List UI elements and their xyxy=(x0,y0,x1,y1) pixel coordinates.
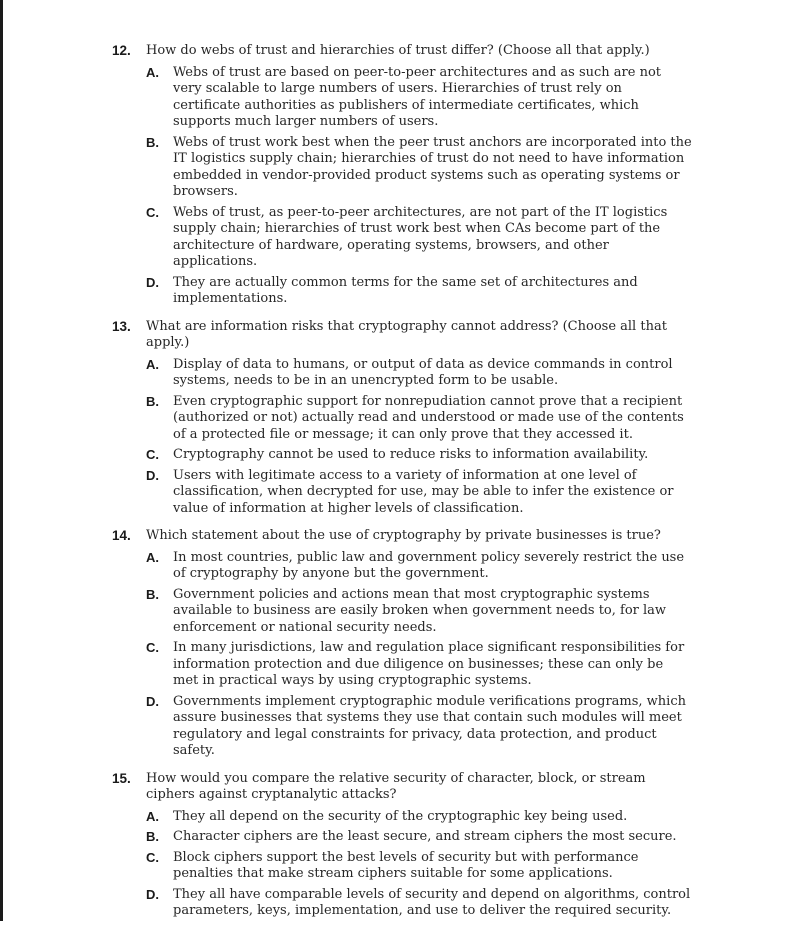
option-a xyxy=(146,357,692,390)
option-text: Users with legitimate access to a variety of information at one level of classification, when decrypted for use, may be able to infer the existence or value of information at higher levels of classification. xyxy=(173,467,674,516)
option-c xyxy=(146,205,692,271)
option-c xyxy=(146,850,692,883)
option-letter: D. xyxy=(146,886,159,902)
option-letter: C. xyxy=(146,640,159,655)
option-letter: D. xyxy=(146,467,159,483)
option-text: Webs of trust work best when the peer trust anchors are incorporated into the IT logistics supply chain; hierarchies of trust do not need to have information embedded in vendor-provided product systems such as operating systems or browsers. xyxy=(173,134,692,199)
option-letter: D. xyxy=(146,693,159,709)
option-b xyxy=(146,135,692,201)
answer-options xyxy=(146,65,692,308)
option-letter: B. xyxy=(146,586,159,602)
question-15 xyxy=(112,771,692,920)
option-d xyxy=(146,694,692,760)
answer-options xyxy=(146,809,692,920)
option-a xyxy=(146,809,692,826)
option-text: In many jurisdictions, law and regulation place significant responsibilities for information protection and due diligence on businesses; these can only be met in practical ways by using cryptographic systems. xyxy=(173,640,685,688)
question-13 xyxy=(112,319,692,518)
question-number: 14. xyxy=(112,528,131,543)
option-text: Webs of trust are based on peer-to-peer architectures and as such are not very scalable to large numbers of users. Hierarchies of trust rely on certificate authorities as publishers of intermediate certificates, which supports much larger numbers of users. xyxy=(173,64,662,129)
question-text: How do webs of trust and hierarchies of trust differ? (Choose all that apply.) xyxy=(146,43,650,58)
question-14 xyxy=(112,528,692,760)
option-text: Governments implement cryptographic module verifications programs, which assure businesses that systems they use that contain such modules will meet regulatory and legal constraints for privacy, data protection, and product safety. xyxy=(173,693,686,758)
question-12 xyxy=(112,43,692,308)
option-d xyxy=(146,887,692,920)
option-letter: D. xyxy=(146,274,159,290)
option-c xyxy=(146,447,692,464)
option-text: Webs of trust, as peer-to-peer architectures, are not part of the IT logistics supply chain; hierarchies of trust work best when CAs become part of the architecture of hardware, operating systems, browsers, and other applications. xyxy=(173,204,668,269)
option-text: They all have comparable levels of security and depend on algorithms, control parameters, keys, implementation, and use to deliver the required security. xyxy=(173,886,691,918)
option-b xyxy=(146,829,692,846)
question-number: 15. xyxy=(112,770,131,786)
option-text: Cryptography cannot be used to reduce risks to information availability. xyxy=(173,447,649,462)
document-page xyxy=(112,43,692,931)
option-text: In most countries, public law and government policy severely restrict the use of cryptography by anyone but the government. xyxy=(173,549,685,581)
option-d xyxy=(146,275,692,308)
question-number: 13. xyxy=(112,318,131,334)
option-c xyxy=(146,640,692,690)
option-d xyxy=(146,468,692,518)
option-letter: C. xyxy=(146,204,159,220)
question-number: 12. xyxy=(112,43,131,58)
option-letter: C. xyxy=(146,849,159,865)
option-letter: B. xyxy=(146,829,159,844)
question-text: How would you compare the relative security of character, block, or stream ciphers against cryptanalytic attacks? xyxy=(146,770,646,802)
option-text: They are actually common terms for the same set of architectures and implementations. xyxy=(173,274,638,306)
question-text: Which statement about the use of cryptography by private businesses is true? xyxy=(146,528,661,543)
page-left-edge xyxy=(0,0,3,921)
option-text: Government policies and actions mean that most cryptographic systems available to business are easily broken when government needs to, for law enforcement or national security needs. xyxy=(173,586,667,635)
option-b xyxy=(146,587,692,637)
option-letter: A. xyxy=(146,356,159,372)
option-a xyxy=(146,550,692,583)
answer-options xyxy=(146,550,692,760)
option-text: They all depend on the security of the cryptographic key being used. xyxy=(173,808,628,824)
option-b xyxy=(146,394,692,444)
option-a xyxy=(146,65,692,131)
option-letter: A. xyxy=(146,808,159,824)
option-text: Display of data to humans, or output of data as device commands in control systems, needs to be in an unencrypted form to be usable. xyxy=(173,356,673,388)
option-text: Block ciphers support the best levels of security but with performance penalties that make stream ciphers suitable for some applications. xyxy=(173,849,639,881)
option-letter: A. xyxy=(146,549,159,565)
option-text: Character ciphers are the least secure, and stream ciphers the most secure. xyxy=(173,829,677,844)
option-letter: B. xyxy=(146,134,159,150)
option-letter: B. xyxy=(146,393,159,409)
option-letter: A. xyxy=(146,64,159,80)
option-text: Even cryptographic support for nonrepudiation cannot prove that a recipient (authorized or not) actually read and understood or made use of the contents of a protected file or message; it can only prove that they accessed it. xyxy=(173,393,684,442)
option-letter: C. xyxy=(146,447,159,462)
question-text: What are information risks that cryptography cannot address? (Choose all that apply.) xyxy=(146,318,667,350)
answer-options xyxy=(146,357,692,518)
